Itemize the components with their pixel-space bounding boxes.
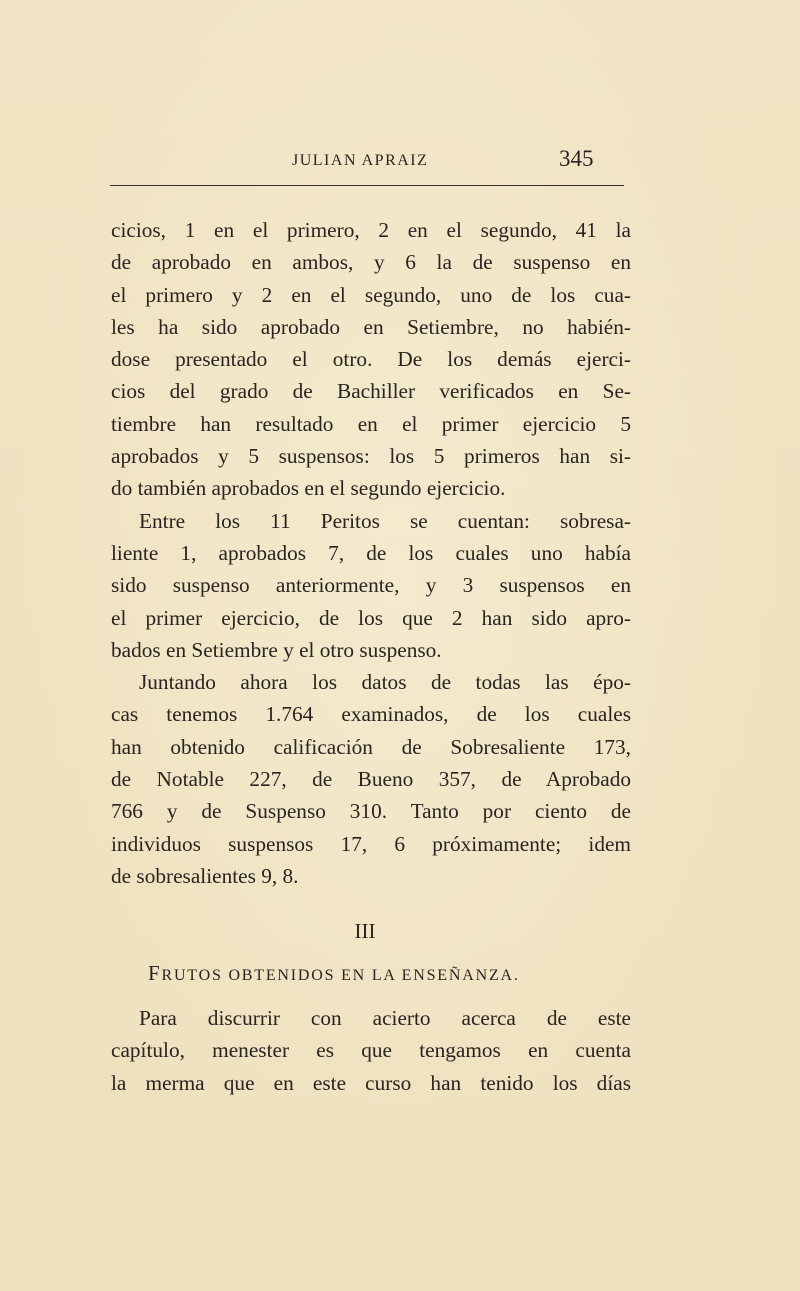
text-line: tiembre han resultado en el primer ejercicio 5 [111,411,631,436]
text-line: el primer ejercicio, de los que 2 han sido apro- [111,605,631,630]
text-line: cicios, 1 en el primero, 2 en el segundo, 41 la [111,218,631,242]
text-line: do también aprobados en el segundo ejercicio. [111,476,506,501]
running-head [110,146,624,176]
text-line: liente 1, aprobados 7, de los cuales uno había [111,540,631,565]
text-line: de Notable 227, de Bueno 357, de Aprobado [111,767,631,792]
text-line: Para discurrir con acierto acerca de este [139,1006,631,1030]
body-text-top [111,214,631,892]
section-title-initial: F [148,961,162,985]
body-text-bottom [111,1002,631,1099]
text-line: dose presentado el otro. De los demás ejerci- [111,347,631,372]
text-line: el primero y 2 en el segundo, uno de los cua- [111,282,631,307]
text-line: bados en Setiembre y el otro suspenso. [111,637,442,662]
text-line: de aprobado en ambos, y 6 la de suspenso en [111,250,631,275]
text-line: cios del grado de Bachiller verificados en Se- [111,379,631,404]
header-rule [110,185,624,186]
text-line: han obtenido calificación de Sobresaliente 173, [111,734,631,759]
text-line: aprobados y 5 suspensos: los 5 primeros han si- [111,444,631,469]
text-line: Juntando ahora los datos de todas las épo- [139,670,631,695]
running-title: JULIAN APRAIZ [292,152,429,169]
text-line: capítulo, menester es que tengamos en cuenta [111,1038,631,1063]
text-line: sido suspenso anteriormente, y 3 suspensos en [111,573,631,598]
section-title-rest: RUTOS OBTENIDOS EN LA ENSEÑANZA. [161,967,520,984]
section-number: III [354,919,376,943]
section-title [148,961,520,986]
text-line: 766 y de Suspenso 310. Tanto por ciento de [111,799,631,824]
text-line: Entre los 11 Peritos se cuentan: sobresa- [139,508,631,533]
text-line: cas tenemos 1.764 examinados, de los cuales [111,702,631,727]
text-line: de sobresalientes 9, 8. [111,863,299,888]
text-line: individuos suspensos 17, 6 próximamente; idem [111,831,631,856]
page-number: 345 [559,146,594,171]
text-line: les ha sido aprobado en Setiembre, no habién- [111,314,631,339]
text-line: la merma que en este curso han tenido los días [111,1070,631,1095]
